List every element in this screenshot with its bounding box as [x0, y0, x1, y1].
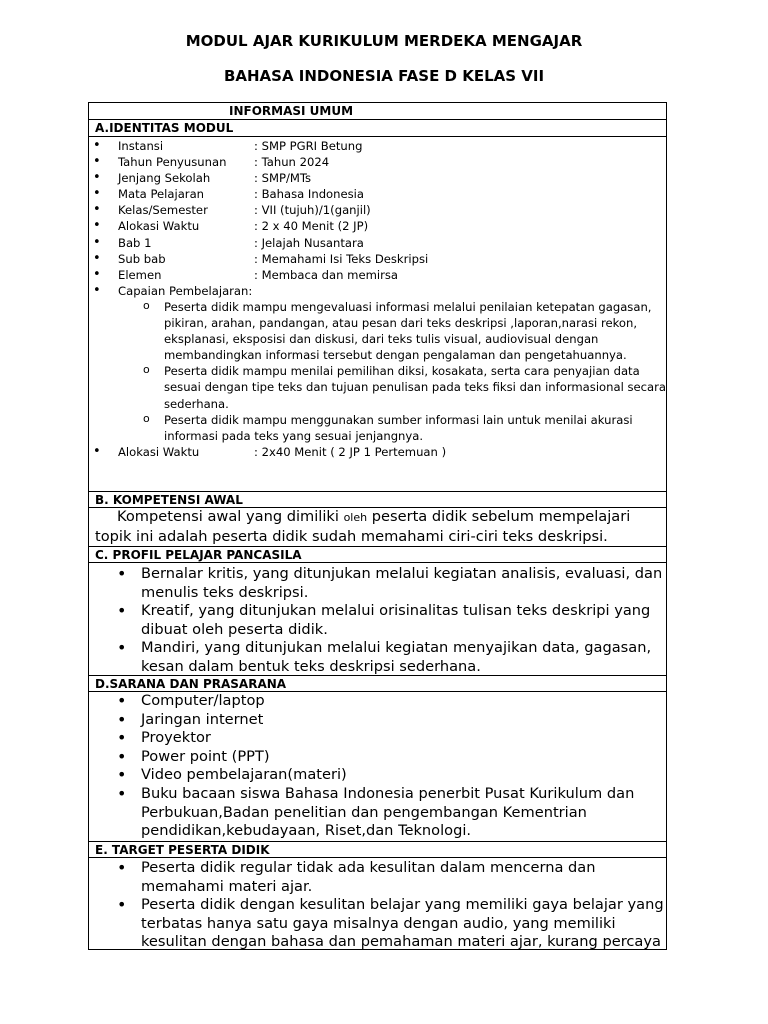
row-key: • Tahun Penyusunan: [118, 155, 227, 170]
sarana-item: • Video pembelajaran(materi): [89, 766, 666, 785]
row-key: • Alokasi Waktu: [118, 219, 200, 234]
capaian-point: o Peserta didik mampu menggunakan sumber informasi lain untuk menilai akurasi informasi pada teks yang sesuai jenjangnya.: [118, 412, 666, 444]
row-value: : 2 x 40 Menit (2 JP): [254, 219, 369, 234]
row-key: • Jenjang Sekolah: [118, 171, 211, 186]
profil-item: • Kreatif, yang ditunjukan melalui orisinalitas tulisan teks deskripi yang dibuat oleh peserta didik.: [89, 602, 666, 639]
target-item: • Peserta didik regular tidak ada kesulitan dalam mencerna dan memahami materi ajar.: [89, 859, 666, 896]
row-key: • Sub bab: [118, 251, 166, 266]
kompetensi-section: [89, 508, 666, 546]
profil-heading: C. PROFIL PELAJAR PANCASILA: [89, 546, 666, 563]
capaian-list: [118, 299, 666, 444]
profil-item: • Bernalar kritis, yang ditunjukan melalui kegiatan analisis, evaluasi, dan menulis teks deskripsi.: [89, 565, 666, 602]
sarana-item: • Jaringan internet: [89, 711, 666, 730]
capaian-label: • Capaian Pembelajaran:: [118, 283, 253, 298]
capaian-point: o Peserta didik mampu menilai pemilihan diksi, kosakata, serta cara penyajian data sesuai dengan tipe teks dan tujuan penulisan pada teks fiksi dan informasional secara sederhana.: [118, 363, 666, 411]
identitas-row: [89, 186, 666, 202]
row-value: : Memahami Isi Teks Deskripsi: [254, 251, 429, 266]
profil-section: [89, 563, 666, 675]
target-heading: E. TARGET PESERTA DIDIK: [89, 841, 666, 858]
row-key: • Elemen: [118, 267, 162, 282]
identitas-row: [89, 267, 666, 283]
identitas-row: [89, 235, 666, 251]
sarana-list: [89, 692, 666, 841]
row-key: • Mata Pelajaran: [118, 187, 205, 202]
row-key: • Alokasi Waktu: [118, 444, 200, 459]
row-value: : SMP/MTs: [254, 171, 312, 186]
identitas-row: [89, 154, 666, 170]
identitas-row: [89, 444, 666, 460]
kompetensi-heading: B. KOMPETENSI AWAL: [89, 491, 666, 508]
row-value: : Jelajah Nusantara: [254, 235, 364, 250]
row-value: : VII (tujuh)/1(ganjil): [254, 203, 371, 218]
identitas-row: [89, 218, 666, 234]
target-list: [89, 859, 666, 950]
informasi-umum-heading: INFORMASI UMUM: [89, 103, 666, 120]
row-value: : Membaca dan memirsa: [254, 267, 398, 282]
identitas-row: [89, 251, 666, 267]
row-key: • Bab 1: [118, 235, 152, 250]
row-value: : SMP PGRI Betung: [254, 139, 363, 153]
document-subtitle: BAHASA INDONESIA FASE D KELAS VII: [223, 67, 545, 85]
identitas-section: [89, 137, 666, 491]
row-value: : Tahun 2024: [254, 155, 330, 170]
sarana-item: • Computer/laptop: [89, 692, 666, 711]
capaian-item: [89, 283, 666, 444]
sarana-item: • Proyektor: [89, 729, 666, 748]
sarana-heading: D.SARANA DAN PRASARANA: [89, 675, 666, 692]
identitas-row: [89, 170, 666, 186]
sarana-item: • Buku bacaan siswa Bahasa Indonesia penerbit Pusat Kurikulum dan Perbukuan,Badan penelitian dan pengembangan Kementrian pendidikan,kebudayaan, Riset,dan Teknologi.: [89, 785, 666, 841]
document-title: MODUL AJAR KURIKULUM MERDEKA MENGAJAR: [185, 32, 583, 50]
row-value: : Bahasa Indonesia: [254, 187, 364, 202]
profil-item: • Mandiri, yang ditunjukan melalui kegiatan menyajikan data, gagasan, kesan dalam bentuk teks deskripsi sederhana.: [89, 639, 666, 675]
capaian-point: o Peserta didik mampu mengevaluasi informasi melalui penilaian ketepatan gagasan, pikiran, arahan, pandangan, atau pesan dari teks deskripsi ,laporan,narasi rekon, eksplanasi, eksposisi dan diskusi, dari teks tulis visual, audiovisual dengan membandingkan informasi tersebut dengan pengalaman dan pengetahuannya.: [118, 299, 666, 363]
target-section: [89, 858, 666, 950]
module-table: [88, 102, 667, 950]
identitas-list: [89, 138, 666, 460]
identitas-heading: A.IDENTITAS MODUL: [89, 120, 666, 137]
kompetensi-text: Kompetensi awal yang dimiliki oleh peserta didik sebelum mempelajari topik ini adalah peserta didik sudah memahami ciri-ciri teks deskripsi.: [95, 508, 631, 545]
row-key: • Instansi: [118, 139, 164, 153]
row-key: • Kelas/Semester: [118, 203, 208, 218]
identitas-row: [89, 138, 666, 154]
row-value: : 2x40 Menit ( 2 JP 1 Pertemuan ): [254, 444, 447, 459]
target-item: • Peserta didik dengan kesulitan belajar yang memiliki gaya belajar yang terbatas hanya satu gaya misalnya dengan audio, yang memiliki kesulitan dengan bahasa dan pemahaman materi ajar, kurang percaya: [89, 896, 666, 950]
sarana-item: • Power point (PPT): [89, 748, 666, 767]
identitas-row: [89, 202, 666, 218]
profil-list: [89, 565, 666, 675]
sarana-section: [89, 692, 666, 841]
